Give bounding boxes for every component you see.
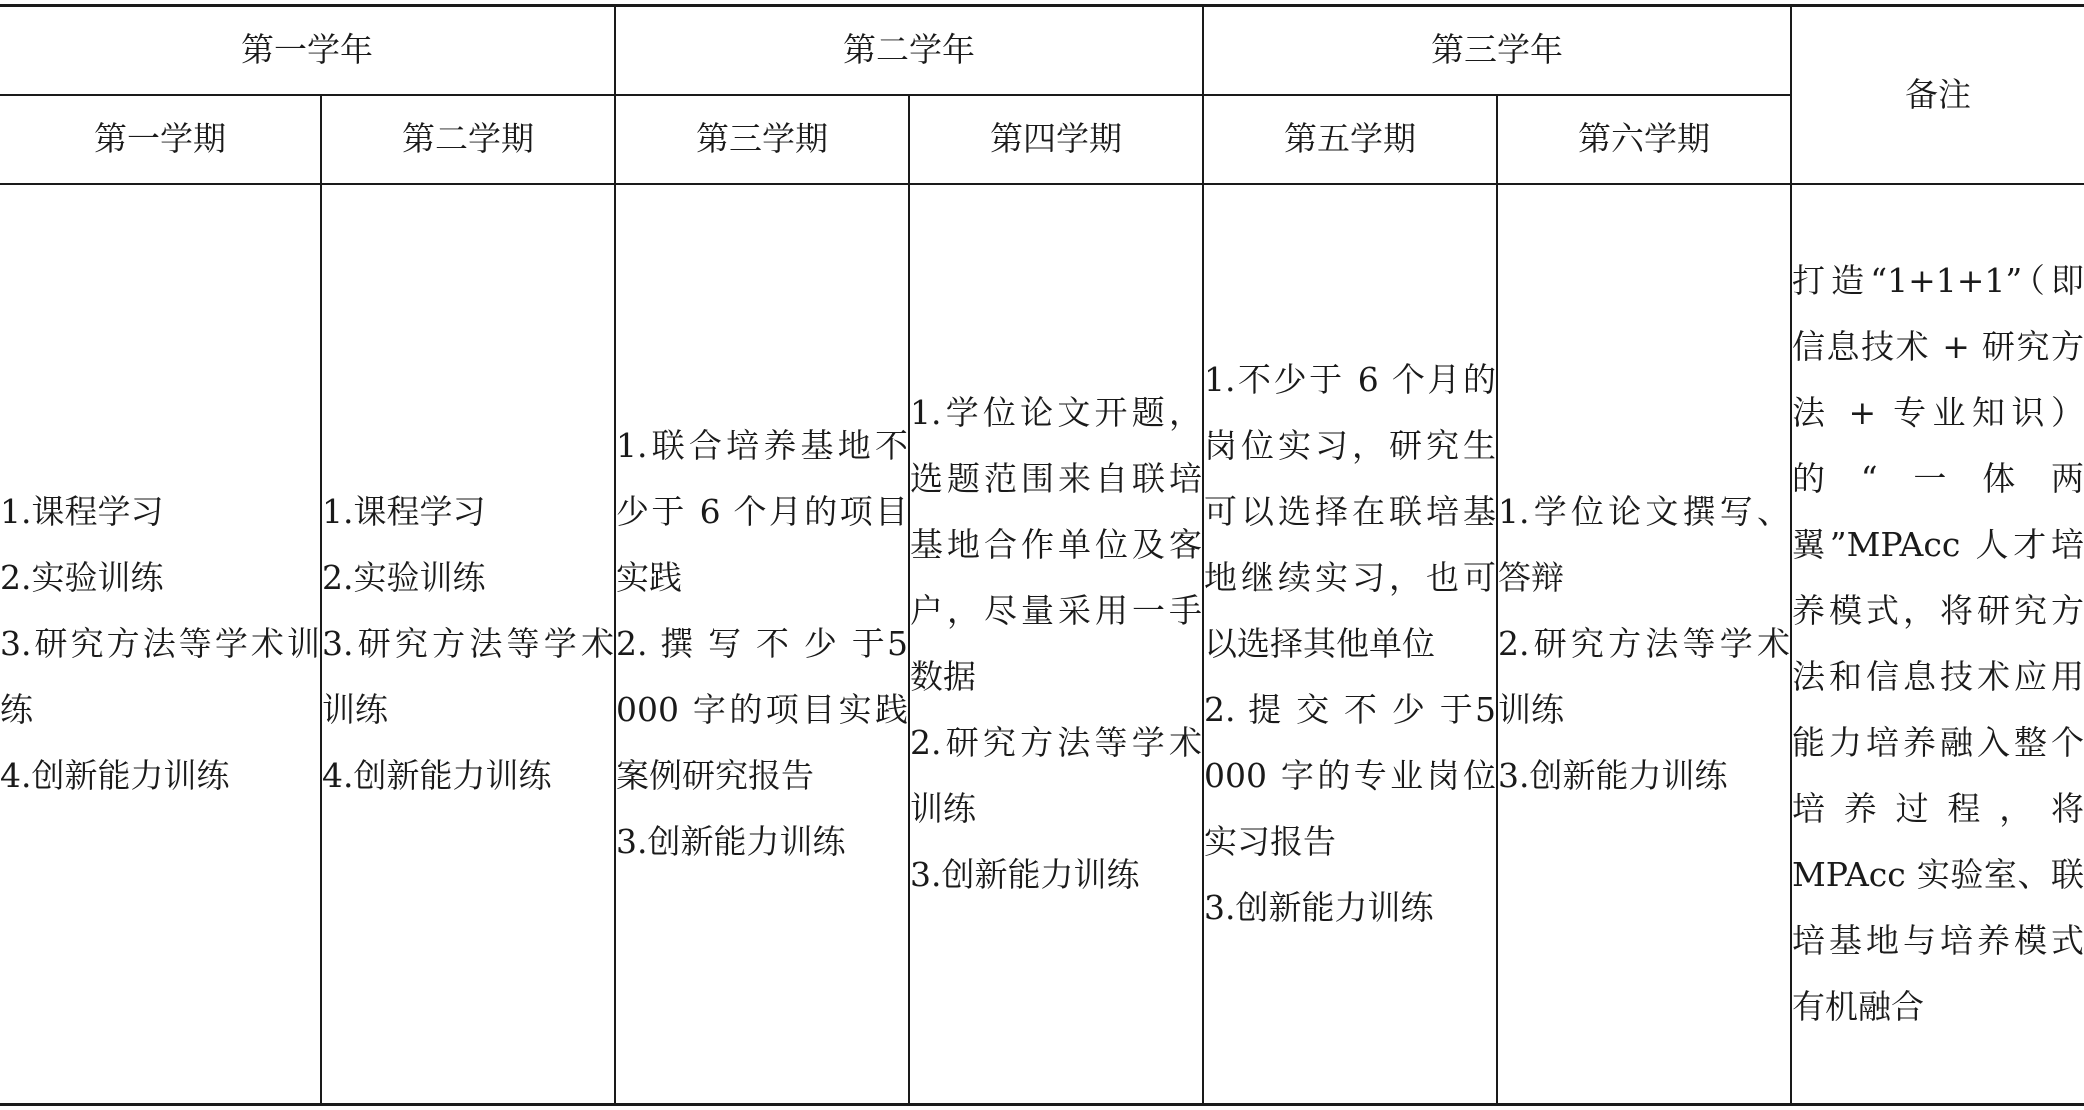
- notes-header: 备注: [1791, 6, 2084, 184]
- term-header-row: [0, 95, 2084, 184]
- year-2-header: 第二学年: [615, 6, 1203, 95]
- term-3-content: [615, 184, 909, 1105]
- list-item: 1.不少于 6 个月的岗位实习，研究生可以选择在联培基地继续实习，也可以选择其他单位: [1204, 359, 1496, 663]
- list-item: 1.学位论文撰写、答辩: [1498, 491, 1790, 597]
- term-2-header: 第二学期: [321, 95, 615, 184]
- list-item: 1.联合培养基地不少于 6 个月的项目实践: [616, 425, 908, 597]
- list-item: 4.创新能力训练: [322, 755, 552, 795]
- list-item: 2. 撰 写 不 少 于5 000 字的项目实践案例研究报告: [616, 623, 908, 795]
- list-item: 1.学位论文开题，选题范围来自联培基地合作单位及客户，尽量采用一手数据: [910, 392, 1202, 696]
- list-item: 1.课程学习: [322, 491, 486, 531]
- list-item: 4.创新能力训练: [0, 755, 230, 795]
- term-3-header: 第三学期: [615, 95, 909, 184]
- term-2-content: [321, 184, 615, 1105]
- list-item: 2.研究方法等学术训练: [1498, 623, 1790, 729]
- list-item: 3.研究方法等学术训练: [322, 623, 614, 729]
- list-item: 2.实验训练: [322, 557, 486, 597]
- list-item: 1.课程学习: [0, 491, 164, 531]
- term-1-content: [0, 184, 321, 1105]
- list-item: 2.实验训练: [0, 557, 164, 597]
- term-4-content: [909, 184, 1203, 1105]
- list-item: 2.研究方法等学术训练: [910, 722, 1202, 828]
- term-5-content: [1203, 184, 1497, 1105]
- term-6-header: 第六学期: [1497, 95, 1791, 184]
- training-plan-table: [0, 4, 2084, 1106]
- term-5-header: 第五学期: [1203, 95, 1497, 184]
- term-4-header: 第四学期: [909, 95, 1203, 184]
- content-row: [0, 184, 2084, 1105]
- term-1-header: 第一学期: [0, 95, 321, 184]
- list-item: 2. 提 交 不 少 于5 000 字的专业岗位实习报告: [1204, 689, 1496, 861]
- year-header-row: [0, 6, 2084, 95]
- list-item: 3.创新能力训练: [1204, 887, 1434, 927]
- year-1-header: 第一学年: [0, 6, 615, 95]
- list-item: 3.研究方法等学术训练: [0, 623, 320, 729]
- list-item: 3.创新能力训练: [616, 821, 846, 861]
- list-item: 3.创新能力训练: [910, 854, 1140, 894]
- term-6-content: [1497, 184, 1791, 1105]
- list-item: 3.创新能力训练: [1498, 755, 1728, 795]
- year-3-header: 第三学年: [1203, 6, 1791, 95]
- notes-content: 打造“1+1+1”（即信息技术 + 研究方法 + 专业知识）的“一体两翼”MPAcc 人才培养模式，将研究方法和信息技术应用能力培养融入整个培养过程，将 MPAcc 实验室、联培基地与培养模式有机融合: [1791, 184, 2084, 1105]
